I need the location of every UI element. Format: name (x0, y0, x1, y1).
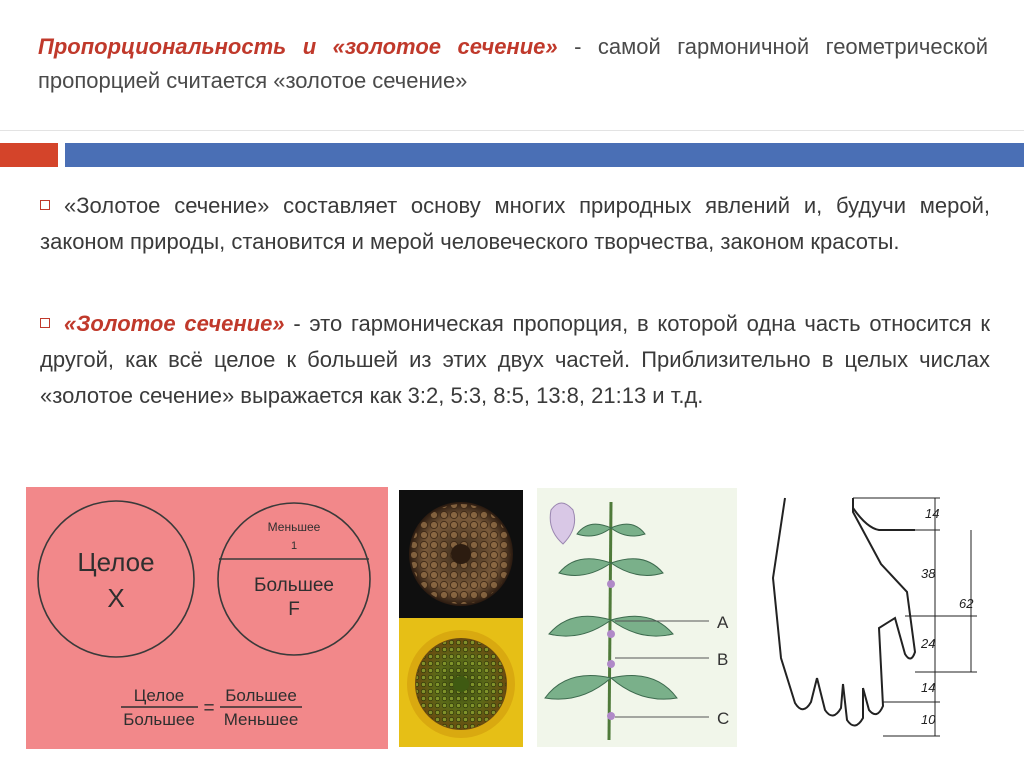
hand-proportions-drawing (755, 488, 995, 747)
whole-label: Целое (77, 547, 155, 577)
accent-bar-red (0, 143, 58, 167)
plant-label-c: C (717, 709, 730, 728)
formula-left-denominator: Большее (123, 710, 195, 729)
paragraph-1-text: «Золотое сечение» составляет основу многих природных явлений и, будучи мерой, законом природы, становится и мерой человеческого творчества, законом красоты. (40, 193, 990, 254)
formula-equals: = (203, 698, 215, 719)
paragraph-2-text: - это гармоническая пропорция, в которой одна часть относится к другой, как всё целое к большей из этих двух частей. Приблизительно в целых числах «золотое сечение» выражается как 3:2, 5:3, 8:5, 13:8, 21:13 и т.д. (40, 311, 990, 408)
square-bullet-icon (40, 200, 50, 210)
paragraph-2-emphasis: «Золотое сечение» (64, 311, 285, 336)
plant-label-b: B (717, 650, 729, 669)
formula-right-denominator: Меньшее (223, 710, 299, 729)
bullet-paragraph-1 (40, 188, 990, 260)
formula-left-numerator: Целое (133, 686, 185, 705)
header-divider (0, 130, 1024, 131)
plant-illustration (537, 488, 737, 747)
golden-ratio-diagram (26, 487, 388, 749)
smaller-value: 1 (290, 540, 298, 552)
smaller-label: Меньшее (267, 520, 321, 534)
title-rest: - самой гармоничной геометрической пропорцией считается «золотое сечение» (38, 34, 988, 93)
slide-title (38, 30, 988, 98)
whole-symbol: X (107, 583, 125, 613)
dim-62: 62 (959, 596, 974, 611)
formula-right-numerator: Большее (225, 686, 297, 705)
dim-38: 38 (921, 566, 936, 581)
dim-24: 24 (921, 636, 936, 651)
dim-10: 10 (921, 712, 936, 727)
title-emphasis: Пропорциональность и «золотое сечение» (38, 34, 558, 59)
larger-label: Большее (254, 575, 334, 596)
dim-14-bottom: 14 (921, 680, 936, 695)
seed-head-photo (399, 490, 523, 618)
dim-14-top: 14 (925, 506, 940, 521)
larger-symbol: F (288, 599, 300, 620)
whole-circle (38, 501, 194, 657)
sunflower-photo (399, 618, 523, 747)
square-bullet-icon (40, 318, 50, 328)
accent-bar-blue (65, 143, 1024, 167)
plant-label-a: A (717, 613, 729, 632)
bullet-paragraph-2 (40, 306, 990, 414)
